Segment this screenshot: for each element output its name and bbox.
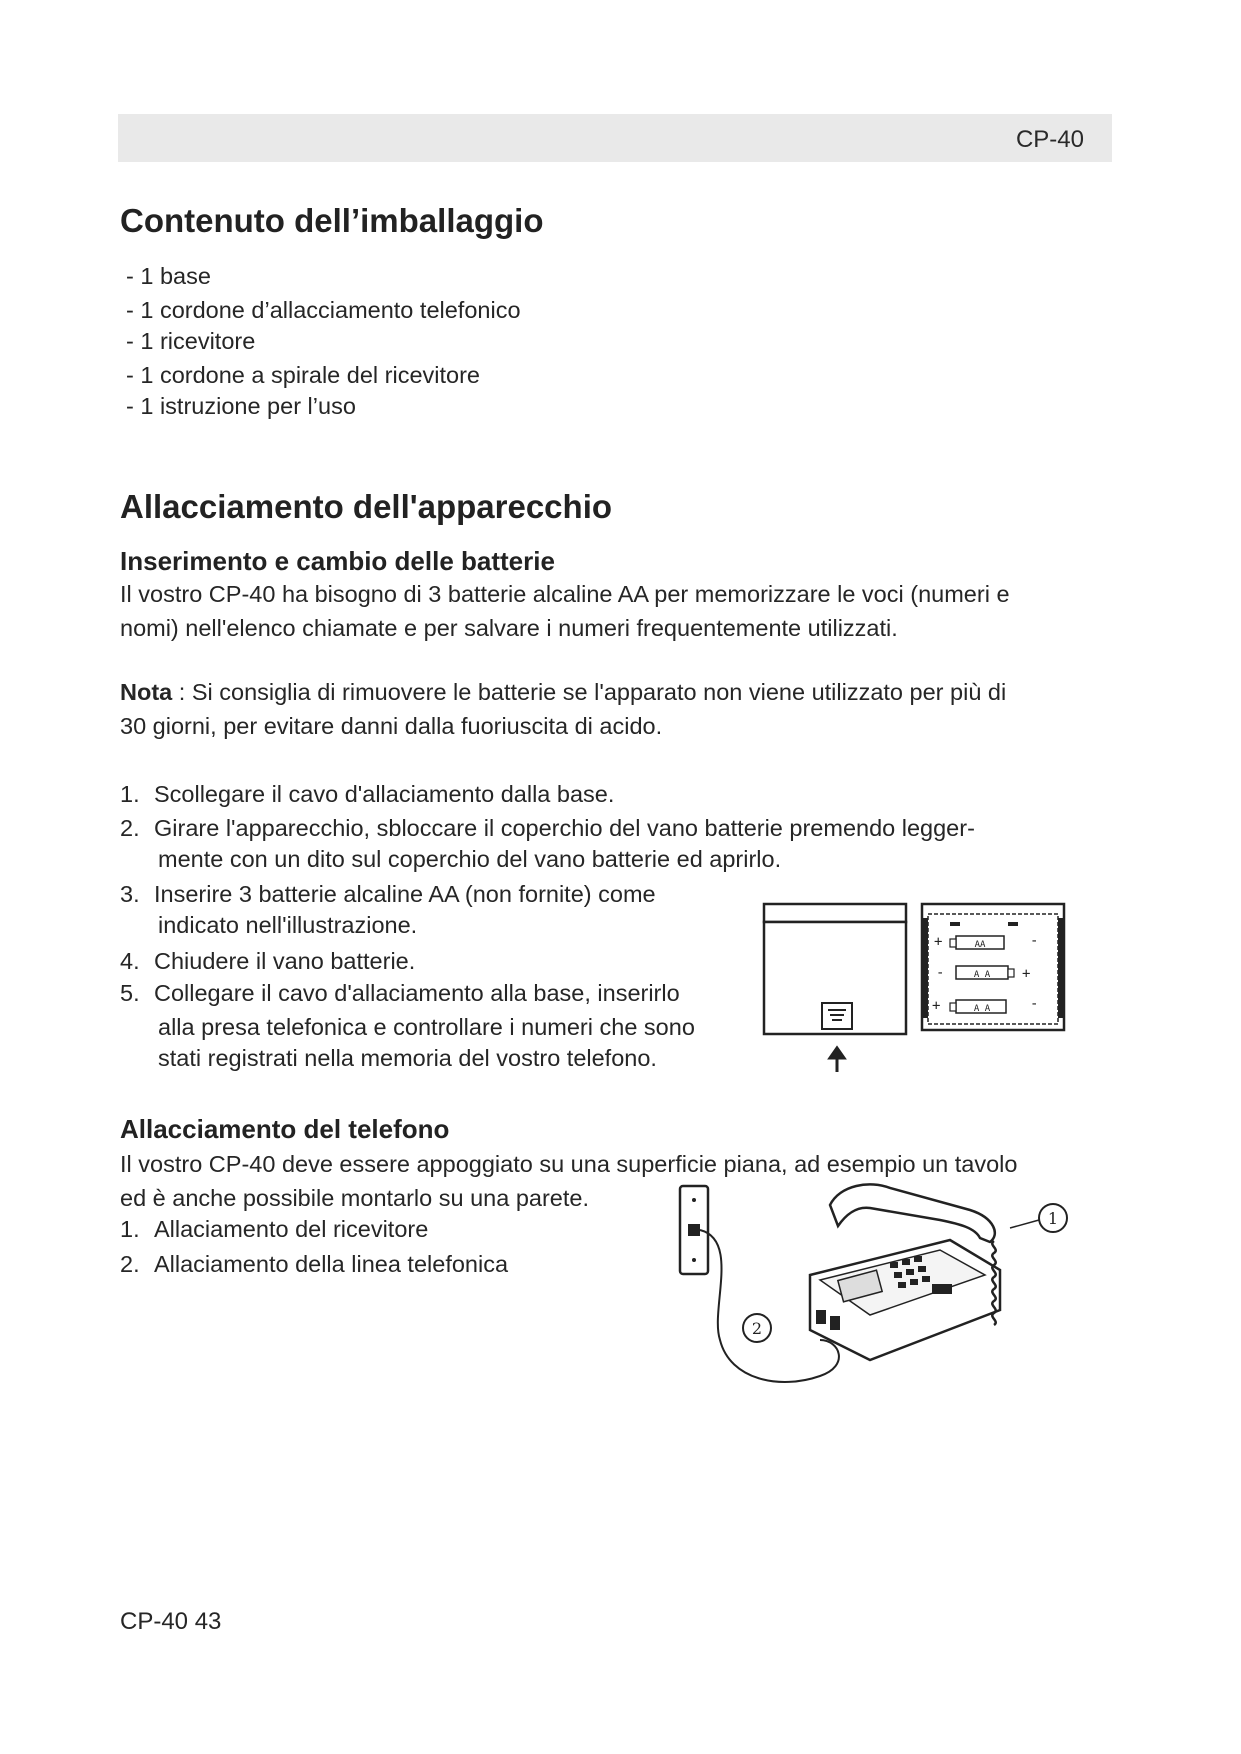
phone-line1: Il vostro CP-40 deve essere appoggiato su una superficie piana, ad esempio un tavolo [120, 1151, 1018, 1177]
list-item: - 1 ricevitore [126, 328, 256, 354]
page-footer: CP-40 43 [120, 1608, 222, 1635]
list-item: - 1 istruzione per l’uso [126, 393, 356, 419]
step-text: Inserire 3 batterie alcaline AA (non fornite) come [154, 881, 656, 907]
step-text: Allaciamento del ricevitore [154, 1216, 429, 1242]
step-text: Allaciamento della linea telefonica [154, 1251, 509, 1277]
phone-title: Allacciamento del telefono [120, 1114, 450, 1144]
step-number: 4. [120, 948, 140, 974]
step-text: Chiudere il vano batterie. [154, 948, 416, 974]
handset [830, 1184, 995, 1242]
step-number: 5. [120, 980, 140, 1006]
header-bar [118, 114, 1112, 162]
step-text: Girare l'apparecchio, sbloccare il coperchio del vano batterie premendo legger- [154, 815, 975, 841]
note-line2: 30 giorni, per evitare danni dalla fuoriuscita di acido. [120, 713, 663, 739]
telephone-connection-illustration [670, 1180, 1090, 1390]
battery-compartment-illustration [760, 900, 1080, 1075]
step-number: 3. [120, 881, 140, 907]
step-number: 2. [120, 815, 140, 841]
step-text: Collegare il cavo d'allaciamento alla base, inserirlo [154, 980, 680, 1006]
step-number: 2. [120, 1251, 140, 1277]
callout-2-label: 2 [751, 1319, 763, 1338]
plus-sign: + [934, 934, 943, 950]
batteries-title: Inserimento e cambio delle batterie [120, 546, 555, 576]
step-number: 1. [120, 1216, 140, 1242]
note-text: : Si consiglia di rimuovere le batterie se l'apparato non viene utilizzato per più di [172, 679, 1007, 705]
list-item: - 1 base [126, 263, 211, 289]
list-item: - 1 cordone a spirale del ricevitore [126, 362, 480, 388]
step-text: stati registrati nella memoria del vostro telefono. [158, 1045, 657, 1071]
step-text: Scollegare il cavo d'allaciamento dalla base. [154, 781, 615, 807]
battery-label: A A [973, 1004, 991, 1014]
step-number: 1. [120, 781, 140, 807]
header-model: CP-40 [1015, 126, 1084, 153]
minus-sign: - [936, 965, 945, 981]
minus-sign: - [1030, 996, 1039, 1012]
step-text: alla presa telefonica e controllare i numeri che sono [158, 1014, 695, 1040]
phone-line2: ed è anche possibile montarlo su una parete. [120, 1185, 590, 1211]
connection-title: Allacciamento dell'apparecchio [120, 488, 613, 525]
package-title: Contenuto dell’imballaggio [120, 202, 544, 239]
batteries-intro-line2: nomi) nell'elenco chiamate e per salvare i numeri frequentemente utilizzati. [120, 615, 898, 641]
battery-label: A A [973, 970, 991, 980]
coiled-cord [992, 1241, 995, 1325]
note-label: Nota [120, 679, 173, 705]
list-item: - 1 cordone d’allacciamento telefonico [126, 297, 521, 323]
step-text: indicato nell'illustrazione. [158, 912, 418, 938]
minus-sign: - [1030, 933, 1039, 949]
step-text: mente con un dito sul coperchio del vano batterie ed aprirlo. [158, 846, 782, 872]
arrow-up-icon [830, 1048, 844, 1072]
battery-label: AA [974, 940, 986, 950]
note-line1 [120, 681, 1006, 705]
batteries-intro-line1: Il vostro CP-40 ha bisogno di 3 batterie alcaline AA per memorizzare le voci (numeri e [120, 581, 1010, 607]
plus-sign: + [932, 998, 941, 1014]
callout-1-label: 1 [1047, 1209, 1059, 1228]
plus-sign: + [1022, 966, 1031, 982]
